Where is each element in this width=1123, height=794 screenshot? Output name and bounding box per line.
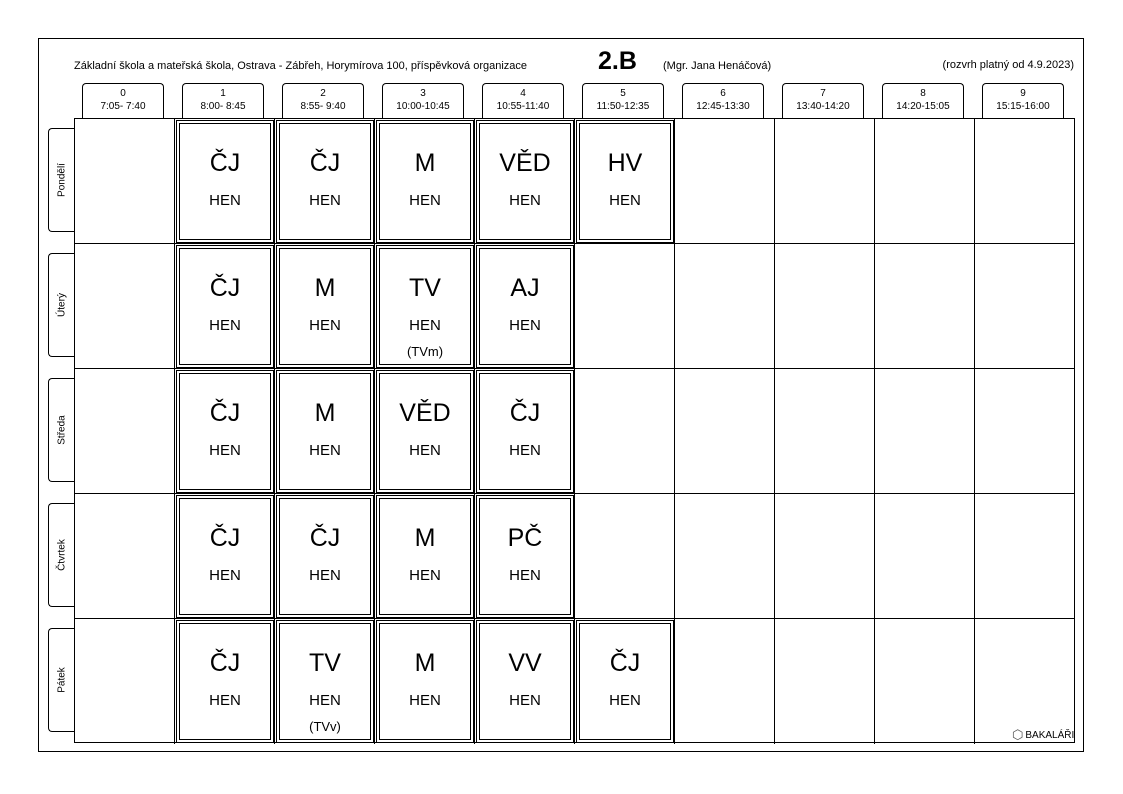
lesson-teacher: HEN	[609, 692, 641, 709]
lesson-subject: ČJ	[209, 649, 241, 677]
lesson-subject: TV	[309, 649, 341, 677]
grid-cell	[575, 369, 675, 494]
period-header-9	[982, 83, 1064, 119]
lesson-teacher: HEN	[209, 192, 241, 209]
lesson-subject: M	[414, 649, 436, 677]
lesson-subject: M	[314, 274, 336, 302]
grid-cell	[75, 119, 175, 244]
lesson-group: (TVv)	[309, 719, 341, 734]
grid-cell	[775, 244, 875, 369]
school-name: Základní škola a mateřská škola, Ostrava - Zábřeh, Horymírova 100, příspěvková organizace	[74, 60, 528, 72]
lesson-card[interactable]	[376, 495, 474, 618]
lesson-subject: ČJ	[309, 149, 341, 177]
period-header-4	[482, 83, 564, 119]
lesson-subject: M	[414, 524, 436, 552]
grid-cell	[975, 494, 1075, 619]
lesson-card[interactable]	[376, 245, 474, 368]
lesson-teacher: HEN	[409, 442, 441, 459]
period-number: 8	[920, 88, 926, 99]
lesson-teacher: HEN	[509, 692, 541, 709]
period-header-1	[182, 83, 264, 119]
lesson-subject: ČJ	[209, 149, 241, 177]
lesson-subject: AJ	[510, 274, 540, 302]
period-number: 3	[420, 88, 426, 99]
grid-cell	[975, 369, 1075, 494]
lesson-teacher: HEN	[409, 692, 441, 709]
day-name: Čtvrtek	[56, 539, 67, 571]
lesson-card[interactable]	[176, 245, 274, 368]
period-time: 13:40-14:20	[796, 101, 850, 112]
grid-cell	[775, 369, 875, 494]
period-time: 8:55- 9:40	[300, 101, 346, 112]
lesson-card[interactable]	[376, 620, 474, 743]
lesson-subject: VĚD	[399, 399, 451, 427]
grid-cell	[575, 244, 675, 369]
period-number: 7	[820, 88, 826, 99]
lesson-teacher: HEN	[409, 317, 441, 334]
lesson-card[interactable]	[576, 120, 674, 243]
grid-cell	[675, 244, 775, 369]
period-header-8	[882, 83, 964, 119]
day-name: Středa	[56, 415, 67, 445]
lesson-card[interactable]	[176, 620, 274, 743]
period-time: 8:00- 8:45	[200, 101, 246, 112]
day-name: Úterý	[56, 293, 67, 317]
grid-cell	[75, 619, 175, 744]
lesson-subject: HV	[607, 149, 643, 177]
lesson-subject: TV	[409, 274, 441, 302]
period-time: 7:05- 7:40	[100, 101, 146, 112]
logo-text: BAKALÁŘI	[1025, 730, 1075, 741]
lesson-card[interactable]	[476, 120, 574, 243]
grid-cell	[675, 119, 775, 244]
period-header-6	[682, 83, 764, 119]
period-time: 10:55-11:40	[496, 101, 550, 112]
period-number: 0	[120, 88, 126, 99]
grid-cell	[775, 619, 875, 744]
grid-cell	[675, 494, 775, 619]
lesson-subject: VV	[508, 649, 542, 677]
lesson-card[interactable]	[476, 245, 574, 368]
lesson-subject: ČJ	[309, 524, 341, 552]
grid-cell	[675, 619, 775, 744]
grid-cell	[875, 619, 975, 744]
lesson-card[interactable]	[276, 245, 374, 368]
period-time: 12:45-13:30	[696, 101, 750, 112]
period-number: 6	[720, 88, 726, 99]
class-name: 2.B	[598, 47, 637, 75]
lesson-subject: M	[314, 399, 336, 427]
lesson-card[interactable]	[276, 370, 374, 493]
lesson-teacher: HEN	[509, 442, 541, 459]
period-header-7	[782, 83, 864, 119]
lesson-teacher: HEN	[209, 567, 241, 584]
lesson-subject: ČJ	[209, 399, 241, 427]
lesson-teacher: HEN	[209, 317, 241, 334]
period-number: 5	[620, 88, 626, 99]
lesson-teacher: HEN	[309, 317, 341, 334]
period-number: 1	[220, 88, 226, 99]
grid-cell	[75, 494, 175, 619]
grid-cell	[975, 619, 1075, 744]
grid-cell	[975, 119, 1075, 244]
lesson-teacher: HEN	[209, 692, 241, 709]
lesson-card[interactable]	[276, 495, 374, 618]
lesson-teacher: HEN	[409, 567, 441, 584]
period-time: 10:00-10:45	[396, 101, 450, 112]
period-time: 14:20-15:05	[896, 101, 950, 112]
day-tab	[48, 628, 74, 732]
period-time: 15:15-16:00	[996, 101, 1050, 112]
day-name: Pátek	[56, 667, 67, 693]
day-tab	[48, 253, 74, 357]
grid-cell	[875, 369, 975, 494]
lesson-teacher: HEN	[309, 442, 341, 459]
grid-cell	[675, 369, 775, 494]
lesson-subject: ČJ	[209, 274, 241, 302]
hexagon-icon: ⬡	[1012, 727, 1024, 742]
lesson-card[interactable]	[576, 620, 674, 743]
period-header-2	[282, 83, 364, 119]
lesson-card[interactable]	[376, 120, 474, 243]
lesson-card[interactable]	[376, 370, 474, 493]
period-number: 2	[320, 88, 326, 99]
lesson-subject: PČ	[507, 524, 543, 552]
lesson-subject: M	[414, 149, 436, 177]
lesson-card[interactable]	[176, 370, 274, 493]
lesson-card[interactable]	[476, 370, 574, 493]
lesson-teacher: HEN	[309, 192, 341, 209]
lesson-subject: VĚD	[499, 149, 551, 177]
period-header-5	[582, 83, 664, 119]
lesson-teacher: HEN	[509, 192, 541, 209]
lesson-teacher: HEN	[409, 192, 441, 209]
lesson-card[interactable]	[176, 120, 274, 243]
period-number: 9	[1020, 88, 1026, 99]
grid-cell	[775, 494, 875, 619]
bakalari-logo	[1012, 727, 1074, 743]
validity-date: (rozvrh platný od 4.9.2023)	[942, 59, 1074, 71]
timetable-grid	[74, 118, 1075, 743]
grid-cell	[75, 244, 175, 369]
period-number: 4	[520, 88, 526, 99]
grid-cell	[975, 244, 1075, 369]
day-tab	[48, 503, 74, 607]
lesson-card[interactable]	[476, 495, 574, 618]
lesson-teacher: HEN	[609, 192, 641, 209]
grid-cell	[875, 119, 975, 244]
grid-cell	[75, 369, 175, 494]
lesson-subject: ČJ	[209, 524, 241, 552]
lesson-teacher: HEN	[509, 567, 541, 584]
lesson-teacher: HEN	[209, 442, 241, 459]
day-tab	[48, 378, 74, 482]
grid-cell	[775, 119, 875, 244]
grid-cell	[875, 244, 975, 369]
period-header-3	[382, 83, 464, 119]
lesson-teacher: HEN	[309, 692, 341, 709]
lesson-card[interactable]	[276, 620, 374, 743]
lesson-teacher: HEN	[309, 567, 341, 584]
lesson-card[interactable]	[476, 620, 574, 743]
period-header-0	[82, 83, 164, 119]
lesson-subject: ČJ	[609, 649, 641, 677]
lesson-group: (TVm)	[406, 344, 444, 359]
class-teacher: (Mgr. Jana Henáčová)	[663, 60, 772, 72]
period-time: 11:50-12:35	[596, 101, 650, 112]
day-name: Pondělí	[56, 163, 67, 197]
grid-cell	[875, 494, 975, 619]
lesson-card[interactable]	[276, 120, 374, 243]
lesson-card[interactable]	[176, 495, 274, 618]
grid-cell	[575, 494, 675, 619]
lesson-subject: ČJ	[509, 399, 541, 427]
day-tab	[48, 128, 74, 232]
lesson-teacher: HEN	[509, 317, 541, 334]
